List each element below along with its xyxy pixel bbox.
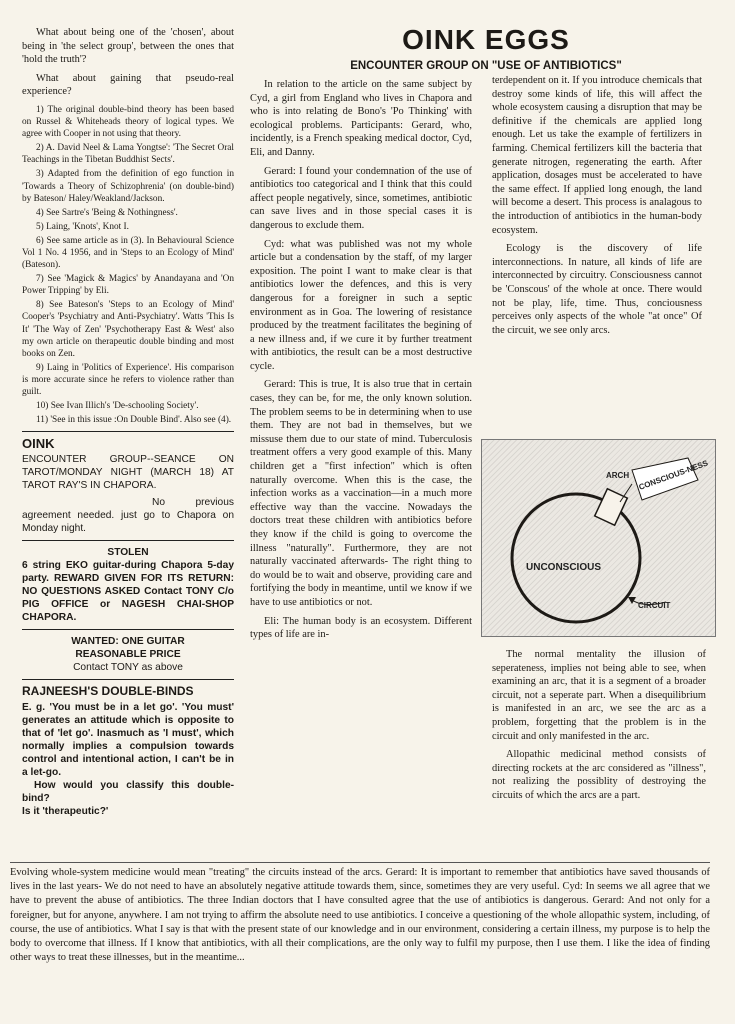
stolen-notice: 6 string EKO guitar-during Chapora 5-day party. REWARD GIVEN FOR ITS RETURN: NO QUESTIONS ASKED Contact TONY C/o PIG OFFICE or NAGESH CHAI-SHOP CHAPORA. — [22, 559, 234, 623]
wanted-line-3: Contact TONY as above — [73, 661, 183, 673]
page-title: OINK EGGS — [402, 24, 570, 55]
article-paragraph: terdependent on it. If you introduce chemicals that destroy some kinds of life, this will affect the whole ecosystem causing a disruption that may be definitive if the chemicals are applied long enough. Let us take the example of fertilizers in farming. Chemical fertilizers kill the bacteria that generate nitrogen, regenerating the earth. After application, dosages must be accelerated to have the same effect. If applied long enough, the land will become a desert. This process is analagous to the introduction of antibiotics in the human-body ecosystem. — [492, 75, 702, 236]
footnote: 3) Adapted from the definition of ego function in 'Towards a Theory of Schizophrenia' (on double-bind) by Bateson/ Haley/Weakland/Jackson. — [22, 169, 234, 204]
intro-paragraph-2: What about gaining that pseudo-real experience? — [22, 72, 234, 98]
article-subtitle: ENCOUNTER GROUP ON "USE OF ANTIBIOTICS" — [350, 60, 622, 72]
diagram-svg — [482, 440, 715, 636]
bottom-divider — [10, 862, 710, 863]
rajneesh-heading: RAJNEESH'S DOUBLE-BINDS — [22, 683, 194, 698]
wanted-line-1: WANTED: ONE GUITAR — [71, 635, 185, 647]
footnote: 5) Laing, 'Knots', Knot I. — [36, 221, 129, 232]
intro-paragraph: What about being one of the 'chosen', about being in 'the select group', between the ones that 'hold the truth'? — [22, 27, 234, 66]
footnote: 9) Laing in 'Politics of Experience'. His comparison is more accurate since he refers to violence rather than guilt. — [22, 362, 234, 398]
article-paragraph: Ecology is the discovery of life interconnections. In nature, all kinds of life are interconnected by circuitry. Consciousness cannot be 'Conscous' of the whole at once. There would not be play, life, time. Thus, conciousness perceives only aspects of the whole "at once" Of the circuit, we see only arcs. — [492, 243, 702, 336]
rajneesh-question-2: Is it 'therapeutic?' — [22, 805, 109, 817]
divider — [22, 540, 234, 541]
consciousness-diagram — [481, 439, 716, 637]
article-paragraph: Gerard: This is true, It is also true that in certain cases, they can be, for me, the only known solution. The problem seems to be in determining when to use them. They are not bad in themselves, but we missuse them due to our state of mind. Tuberculosis treatment offers a very good example of this. Many children get a "first infection" which is often naturally overcome. When this is the case, the infection works as a vaccination—in a much more effective way than the vaccine. Nowadays the doctors treat these children with antibiotics before they know if the child is going to overcome the illness "naturally". Furthermore, they are not naturally vaccinated afterwards- The right thing to do would be to wait and observe, providing care and fortifying the body in meantime, until we know if we have to use antibiotics or not. — [250, 379, 472, 608]
right-column-top — [492, 74, 702, 342]
article-paragraph: Cyd: what was published was not my whole article but a condensation by the staff, of my larger exposition. The point I want to make clear is that antibiotics lower the defences, and this is very dangerous for a foreigner in such a septic environment as in Goa. The lowering of resistance produced by the treatment facilitates the begining of a new illness and, if we cure it by further treatment with antibiotics, the result can be a most destructive cycle. — [250, 238, 472, 372]
middle-column — [250, 78, 472, 647]
rajneesh-text: E. g. 'You must be in a let go'. 'You must' generates an attitude which is opposite to that of 'let go'. Inasmuch as 'I must', which normally implies a compulsion towards control and intentional action, I can't be in a let-go. — [22, 701, 234, 778]
circuit-label: CIRCUIT — [638, 601, 671, 610]
footnote: 8) See Bateson's 'Steps to an Ecology of Mind' Cooper's 'Psychiatry and Anti-Psychiatry'. Watts 'This Is It' 'The Way of Zen' 'Psychotherapy East & West' also my own article on therapeutic double binding and most books on Zen. — [22, 300, 234, 359]
arch-label: ARCH — [606, 471, 630, 480]
footnote: 7) See 'Magick & Magics' by Anandayana and 'On Power Tripping' by Eli. — [22, 274, 234, 297]
stolen-heading: STOLEN — [107, 546, 149, 558]
article-paragraph: Allopathic medicinal method consists of directing rockets at the arc considered as "illness", not realizing the possiblity of destroying the circuits of which the arcs are a part. — [492, 749, 706, 801]
oink-notice: ENCOUNTER GROUP--SEANCE ON TAROT/MONDAY NIGHT (MARCH 18) AT TAROT RAY'S IN CHAPORA. — [22, 453, 234, 491]
article-paragraph: Eli: The human body is an ecosystem. Different types of life are in- — [250, 615, 472, 641]
footnote: 4) See Sartre's 'Being & Nothingness'. — [36, 207, 178, 218]
article-paragraph: The normal mentality the illusion of seperateness, implies not being able to see, when examining an arc, that it is a segment of a broader circuit, not a seperate part. When a disequilibrium is manifested in an arc, we see the arc as a problem, forgetting that the problem is in the circuit and only manifested in the arc. — [492, 649, 706, 742]
footnote: 10) See Ivan Illich's 'De-schooling Society'. — [36, 401, 199, 412]
footnotes — [22, 104, 234, 426]
divider — [22, 629, 234, 630]
footnote: 11) 'See in this issue :On Double Bind'. Also see (4). — [36, 415, 232, 426]
arch-box — [595, 489, 628, 525]
footnote: 2) A. David Neel & Lama Yongtse': 'The Secret Oral Teachings in the Tibetan Buddhist Sects'. — [22, 143, 234, 166]
article-paragraph: In relation to the article on the same subject by Cyd, a girl from England who lives in Chapora and who is into relating de Bono's 'Po Thinking' with ecological problems. Participants: Gerard, who, incidently, is a French speaking medical doctor, Cyd, Eli, and Danny. — [250, 79, 472, 158]
wanted-line-2: REASONABLE PRICE — [75, 648, 181, 660]
unconscious-label: UNCONSCIOUS — [526, 562, 602, 573]
oink-notice-2: No previous agreement needed. just go to Chapora on Monday night. — [22, 496, 234, 534]
footnote: 6) See same article as in (3). In Behavioural Science Vol 1 No. 4 1956, and in 'Steps to an Ecology of Mind' (Bateson). — [22, 235, 234, 271]
article-paragraph: Gerard: I found your condemnation of the use of antibiotics too categorical and I think that this could affect people negatively, since, sometimes, antibiotic can save lives and in those special cases it is dangerous to exclude them. — [250, 165, 472, 231]
left-column — [22, 26, 234, 818]
arrowhead — [628, 597, 636, 604]
divider — [22, 679, 234, 680]
footnote: 1) The original double-bind theory has been based on Russel & Whiteheads theory of logical types. We agree with Cooper in not using that theory. — [22, 104, 234, 140]
right-column-bottom — [492, 648, 706, 808]
rajneesh-question: How would you classify this double-bind? — [22, 779, 234, 804]
bottom-paragraph: Evolving whole-system medicine would mean "treating" the circuits instead of the arcs. Gerard: It is important to remember that antibiotics have saved thousands of lives in the last years- We do not need to have an absolutely negative attitude towards them, since, sometimes they are very useful. Cyd: In seems we all agree that we have to prevent the abuse of antibiotics. The three Indian doctors that I have consulted agree that the use of antibiotics is dangerous. Gerard: And not only for a foreigner, but for anyone, anywhere. I am not trying to affirm the absolute need to use antibiotics. I conceive a questioning of the whole allopathic system, including, of course, the use of antibiotics. What I say is that with the present state of our knowledge and in our environment, considering a certain illness, my purpose is to help the body to overcome that illness. If I know that antibiotics, with all their complications, are the only way to fulfil my purpose, then I use them. I like the idea of finding other ways to treat these illnesses, but in the meantime... — [10, 867, 710, 964]
consciousness-label: CONSCIOUS-NESS — [637, 458, 710, 492]
divider — [22, 431, 234, 432]
oink-heading: OINK — [22, 436, 55, 452]
